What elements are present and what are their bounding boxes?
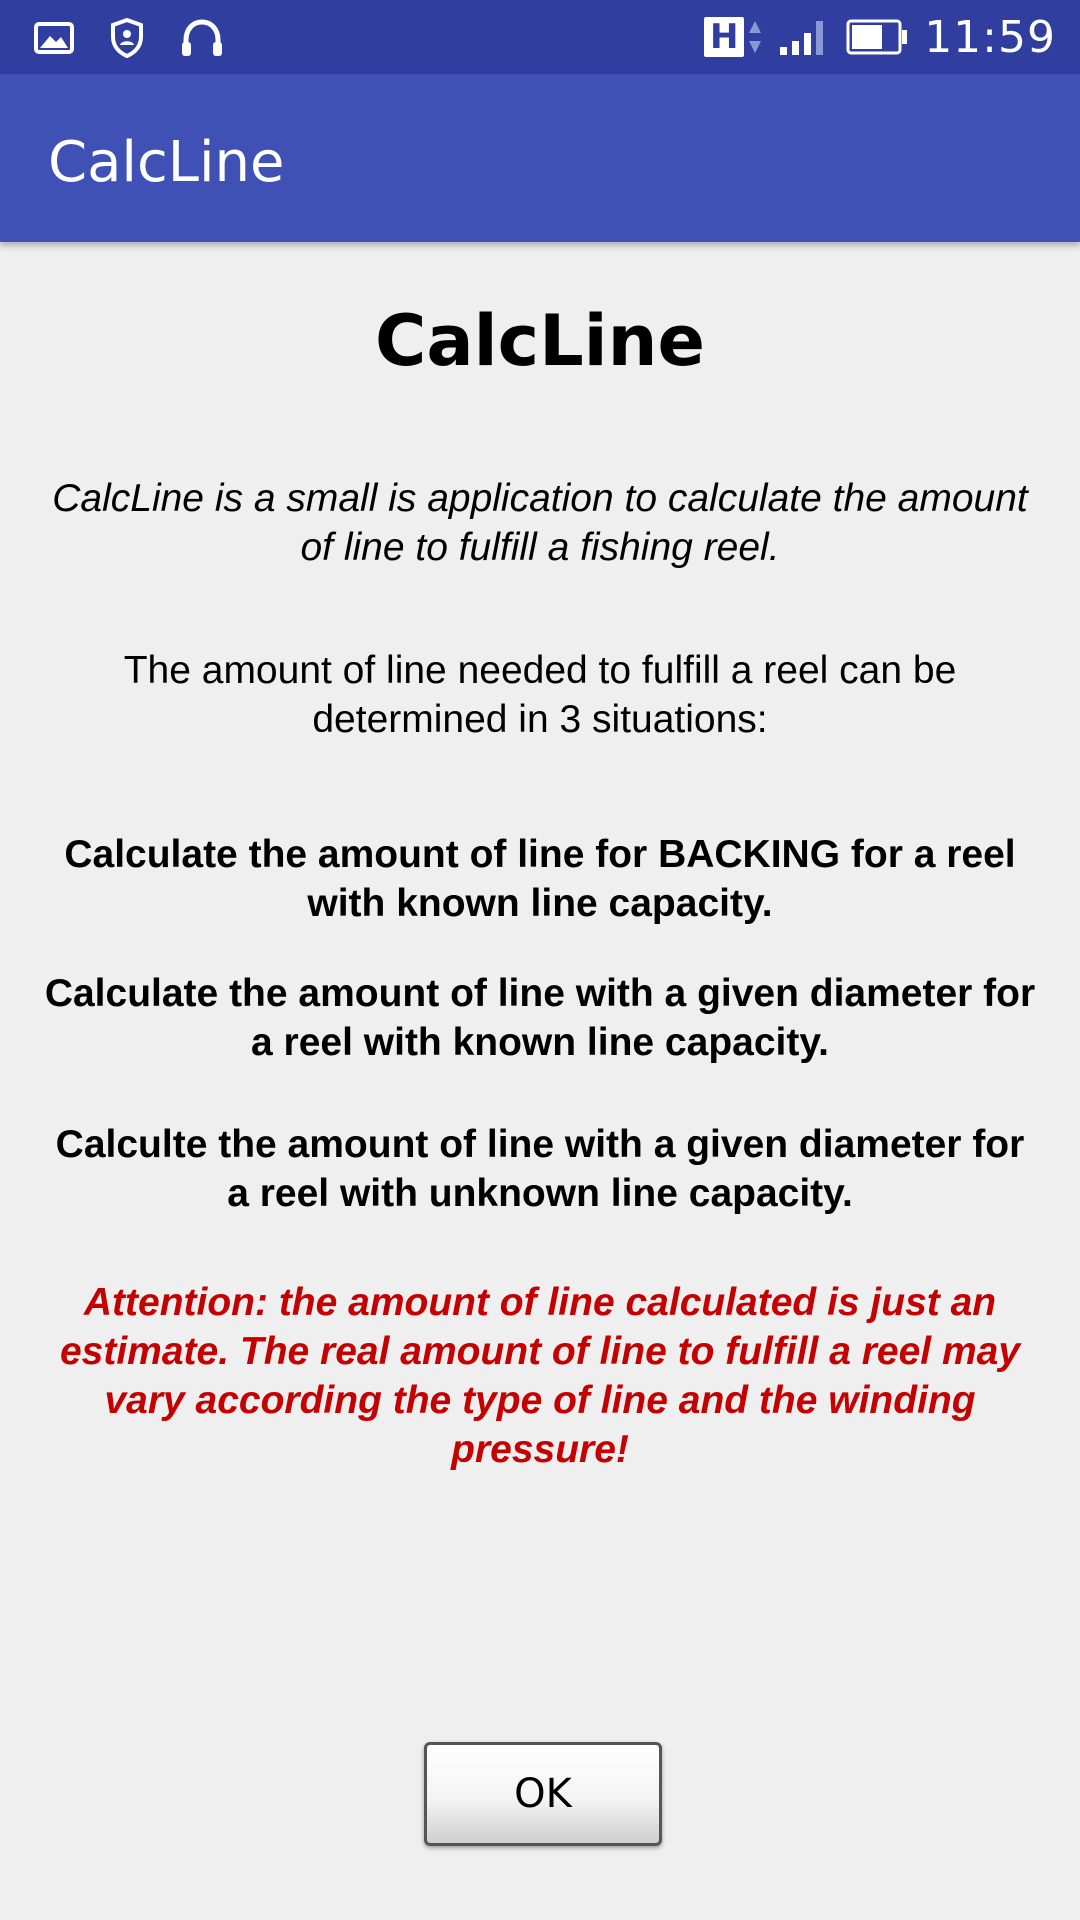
situations-intro-text: The amount of line needed to fulfill a reel can be determined in 3 situations: <box>123 649 957 741</box>
situation-item: Calculte the amount of line with a given diameter for a reel with unknown line capacity. <box>55 1123 1025 1215</box>
network-type-badge: H <box>704 17 744 57</box>
app-bar-title: CalcLine <box>48 130 285 195</box>
headphones-icon <box>180 18 224 58</box>
situation-item: Calculate the amount of line for BACKING for a reel with known line capacity. <box>64 833 1016 925</box>
system-icons <box>704 0 1056 74</box>
shield-user-icon <box>110 18 144 58</box>
page-title: CalcLine <box>374 300 705 382</box>
status-clock: 11:59 <box>924 11 1056 63</box>
network-type-icon <box>704 17 762 57</box>
app-bar <box>0 74 1080 242</box>
image-icon <box>34 22 74 54</box>
notification-icons <box>34 18 224 58</box>
ok-button[interactable]: OK <box>424 1742 662 1846</box>
battery-icon <box>846 17 908 57</box>
situation-item: Calculate the amount of line with a given diameter for a reel with known line capacity. <box>44 972 1036 1064</box>
attention-warning-text: Attention: the amount of line calculated is just an estimate. The real amount of line to fulfill a reel may vary according the type of line and the winding pressure! <box>59 1281 1021 1471</box>
signal-icon <box>778 17 830 57</box>
status-bar <box>0 0 1080 74</box>
intro-text: CalcLine is a small is application to calculate the amount of line to fulfill a fishing reel. <box>52 477 1028 569</box>
data-activity-icon <box>748 17 762 57</box>
